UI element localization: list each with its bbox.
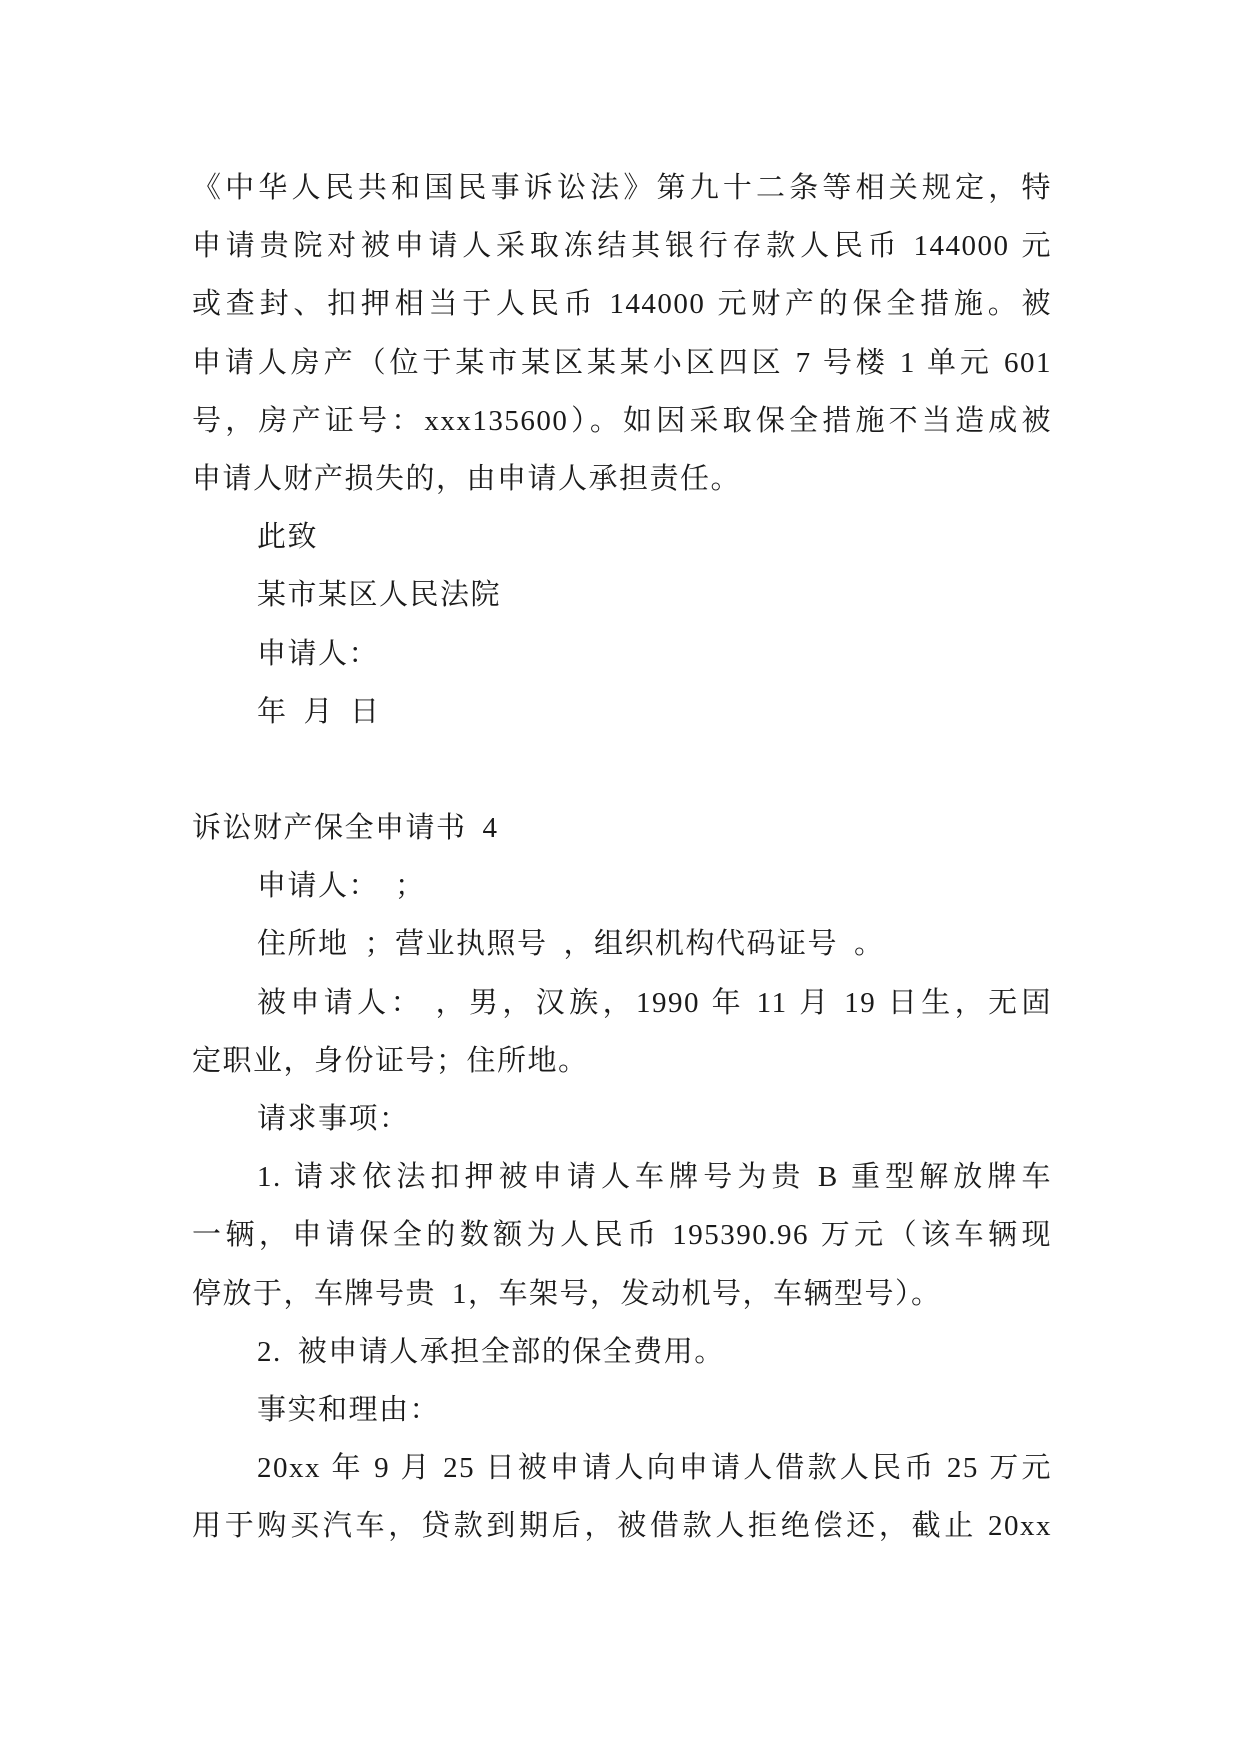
paragraph-line: 申请人财产损失的，由申请人承担责任。 — [192, 462, 742, 495]
salutation: 此致 — [257, 521, 319, 554]
paragraph-line: 或查封、扣押相当于人民币 144000 元财产的保全措施。被 — [192, 288, 1052, 321]
paragraph-line: 号，房产证号：xxx135600）。如因采取保全措施不当造成被 — [192, 404, 1052, 437]
date-line: 年 月 日 — [257, 695, 381, 728]
facts-heading: 事实和理由： — [257, 1393, 441, 1426]
facts-line: 20xx 年 9 月 25 日被申请人向申请人借款人民币 25 万元 — [257, 1452, 1052, 1485]
paragraph-line: 申请人房产（位于某市某区某某小区四区 7 号楼 1 单元 601 — [192, 346, 1052, 379]
paragraph-line: 《中华人民共和国民事诉讼法》第九十二条等相关规定，特 — [192, 172, 1052, 204]
address-line: 住所地 ；营业执照号 ，组织机构代码证号 。 — [257, 928, 885, 961]
preservation-request-paragraph — [192, 159, 1052, 508]
paragraph-line: 申请贵院对被申请人采取冻结其银行存款人民币 144000 元 — [192, 230, 1052, 263]
facts-line: 用于购买汽车，贷款到期后，被借款人拒绝偿还，截止 20xx — [192, 1510, 1052, 1543]
claim-item-1-line: 1. 请求依法扣押被申请人车牌号为贵 B 重型解放牌车 — [257, 1161, 1052, 1194]
closing-block — [192, 508, 1052, 741]
document-body — [192, 159, 1052, 1556]
claim-item-1-line: 停放于，车牌号贵 1，车架号，发动机号，车辆型号）。 — [192, 1277, 942, 1310]
claims-heading: 请求事项： — [257, 1103, 410, 1135]
respondent-line: 定职业，身份证号；住所地。 — [192, 1044, 589, 1077]
applicant-line: 申请人： ； — [257, 870, 426, 903]
application-document-4 — [192, 799, 1052, 1555]
blank-line — [192, 741, 1052, 799]
respondent-line: 被申请人： ，男，汉族，1990 年 11 月 19 日生，无固 — [257, 986, 1052, 1019]
document-title: 诉讼财产保全申请书 4 — [192, 812, 499, 845]
recipient-court: 某市某区人民法院 — [257, 579, 502, 612]
claim-item-2-line: 2. 被申请人承担全部的保全费用。 — [257, 1335, 725, 1368]
applicant-signature-label: 申请人： — [257, 637, 380, 670]
claim-item-1-line: 一辆，申请保全的数额为人民币 195390.96 万元（该车辆现 — [192, 1219, 1052, 1252]
